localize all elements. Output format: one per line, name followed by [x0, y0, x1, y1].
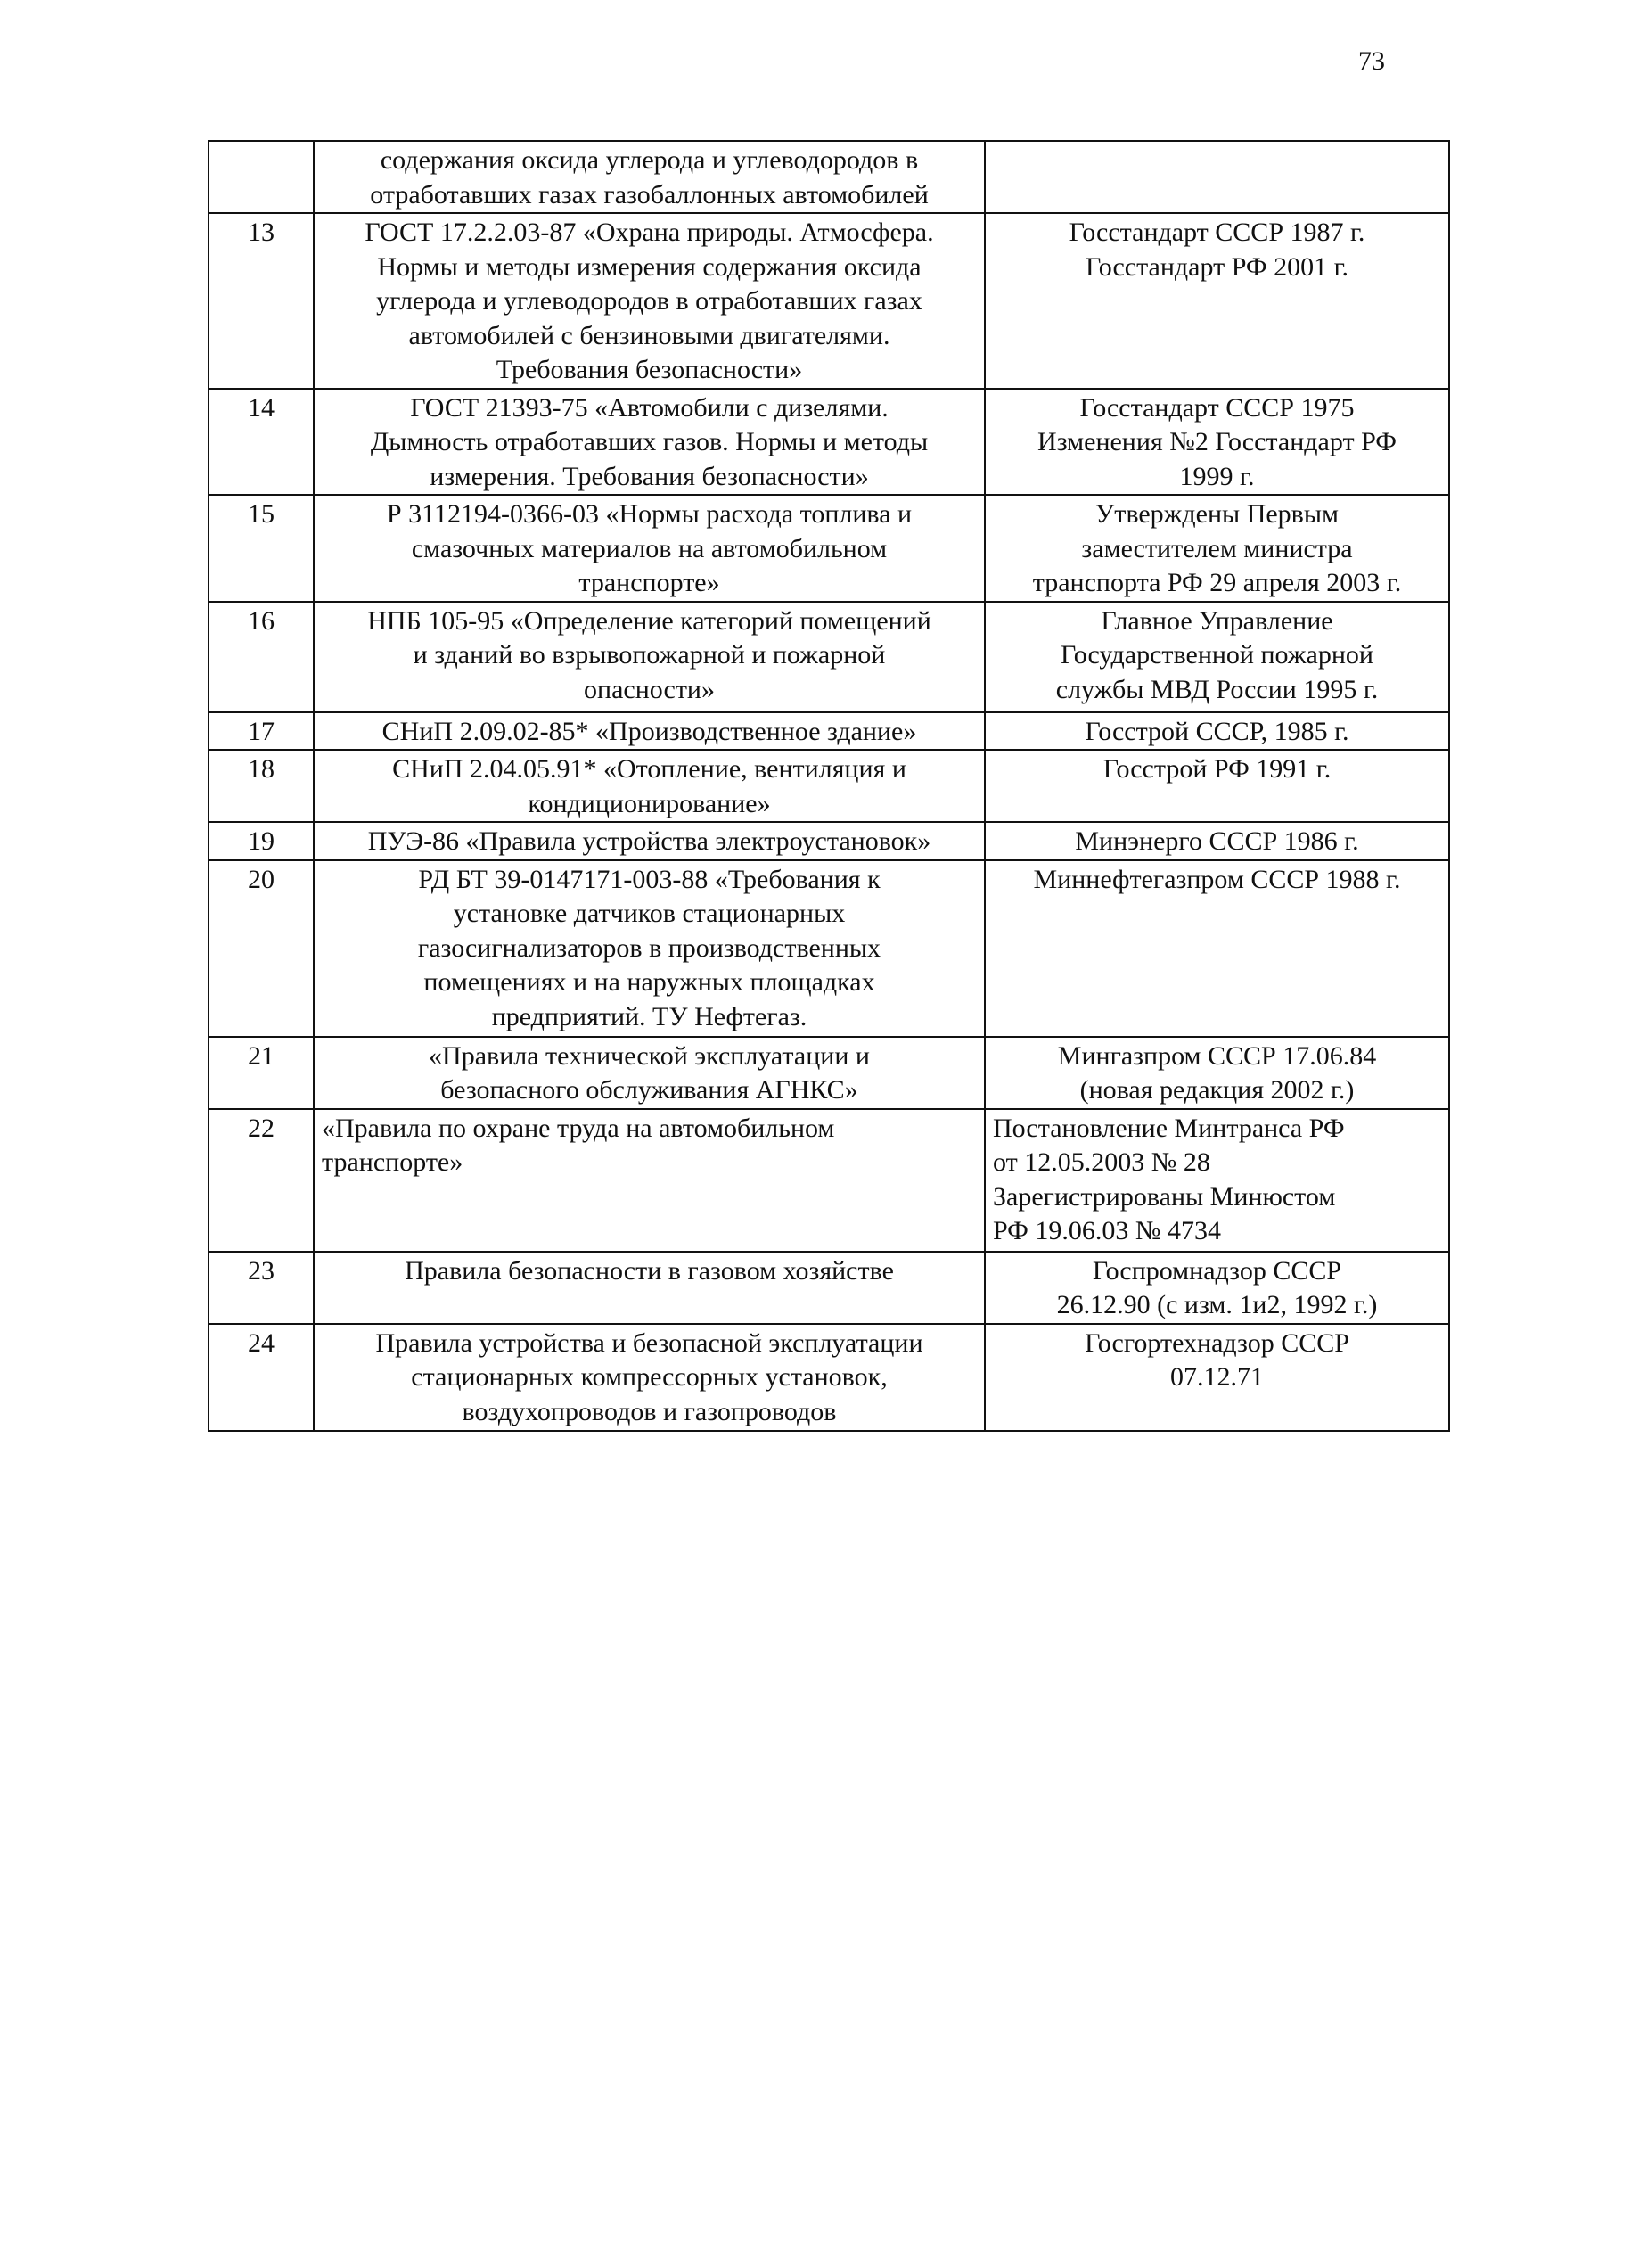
row-number: 18	[209, 750, 314, 822]
row-number: 22	[209, 1109, 314, 1252]
row-number: 17	[209, 712, 314, 751]
approving-authority: Госстандарт СССР 1975 Изменения №2 Госстандарт РФ 1999 г.	[985, 389, 1449, 496]
approving-authority: Миннефтегазпром СССР 1988 г.	[985, 860, 1449, 1037]
table-row	[209, 602, 1449, 712]
approving-authority: Главное Управление Государственной пожарной службы МВД России 1995 г.	[985, 602, 1449, 712]
row-number	[209, 141, 314, 213]
table-body	[209, 141, 1449, 1431]
table-row	[209, 213, 1449, 389]
row-number: 20	[209, 860, 314, 1037]
document-title: содержания оксида углерода и углеводородов в отработавших газах газобаллонных автомобилей	[314, 141, 985, 213]
row-number: 13	[209, 213, 314, 389]
document-title: СНиП 2.04.05.91* «Отопление, вентиляция и кондиционирование»	[314, 750, 985, 822]
document-title: Р 3112194-0366-03 «Нормы расхода топлива и смазочных материалов на автомобильном транспорте»	[314, 495, 985, 602]
page-number: 73	[1358, 46, 1385, 76]
document-title: Правила устройства и безопасной эксплуатации стационарных компрессорных установок, воздухопроводов и газопроводов	[314, 1324, 985, 1431]
table-row	[209, 1109, 1449, 1252]
document-title: НПБ 105-95 «Определение категорий помещений и зданий во взрывопожарной и пожарной опасности»	[314, 602, 985, 712]
table-row	[209, 1324, 1449, 1431]
approving-authority: Минэнерго СССР 1986 г.	[985, 822, 1449, 860]
table-row	[209, 1252, 1449, 1324]
table-row	[209, 495, 1449, 602]
approving-authority	[985, 141, 1449, 213]
table-row	[209, 822, 1449, 860]
approving-authority: Мингазпром СССР 17.06.84 (новая редакция 2002 г.)	[985, 1037, 1449, 1109]
row-number: 15	[209, 495, 314, 602]
standards-table	[208, 140, 1450, 1432]
document-title: Правила безопасности в газовом хозяйстве	[314, 1252, 985, 1324]
approving-authority: Постановление Минтранса РФ от 12.05.2003 № 28 Зарегистрированы Минюстом РФ 19.06.03 № 4734	[985, 1109, 1449, 1252]
document-title: «Правила технической эксплуатации и безопасного обслуживания АГНКС»	[314, 1037, 985, 1109]
document-title: ГОСТ 21393-75 «Автомобили с дизелями. Дымность отработавших газов. Нормы и методы измерения. Требования безопасности»	[314, 389, 985, 496]
document-title: РД БТ 39-0147171-003-88 «Требования к установке датчиков стационарных газосигнализаторов в производственных помещениях и на наружных площадках предприятий. ТУ Нефтегаз.	[314, 860, 985, 1037]
document-title: ПУЭ-86 «Правила устройства электроустановок»	[314, 822, 985, 860]
document-title: ГОСТ 17.2.2.03-87 «Охрана природы. Атмосфера. Нормы и методы измерения содержания оксида углерода и углеводородов в отработавших газах автомобилей с бензиновыми двигателями. Требования безопасности»	[314, 213, 985, 389]
approving-authority: Госстрой СССР, 1985 г.	[985, 712, 1449, 751]
row-number: 16	[209, 602, 314, 712]
table-row	[209, 712, 1449, 751]
approving-authority: Госпромнадзор СССР 26.12.90 (с изм. 1и2, 1992 г.)	[985, 1252, 1449, 1324]
table-row	[209, 860, 1449, 1037]
document-title: «Правила по охране труда на автомобильном транспорте»	[314, 1109, 985, 1252]
table-row	[209, 1037, 1449, 1109]
row-number: 21	[209, 1037, 314, 1109]
table-row	[209, 141, 1449, 213]
approving-authority: Госстандарт СССР 1987 г. Госстандарт РФ 2001 г.	[985, 213, 1449, 389]
row-number: 14	[209, 389, 314, 496]
approving-authority: Госгортехнадзор СССР 07.12.71	[985, 1324, 1449, 1431]
row-number: 19	[209, 822, 314, 860]
approving-authority: Госстрой РФ 1991 г.	[985, 750, 1449, 822]
table-row	[209, 389, 1449, 496]
table-row	[209, 750, 1449, 822]
approving-authority: Утверждены Первым заместителем министра транспорта РФ 29 апреля 2003 г.	[985, 495, 1449, 602]
row-number: 23	[209, 1252, 314, 1324]
document-title: СНиП 2.09.02-85* «Производственное здание»	[314, 712, 985, 751]
row-number: 24	[209, 1324, 314, 1431]
